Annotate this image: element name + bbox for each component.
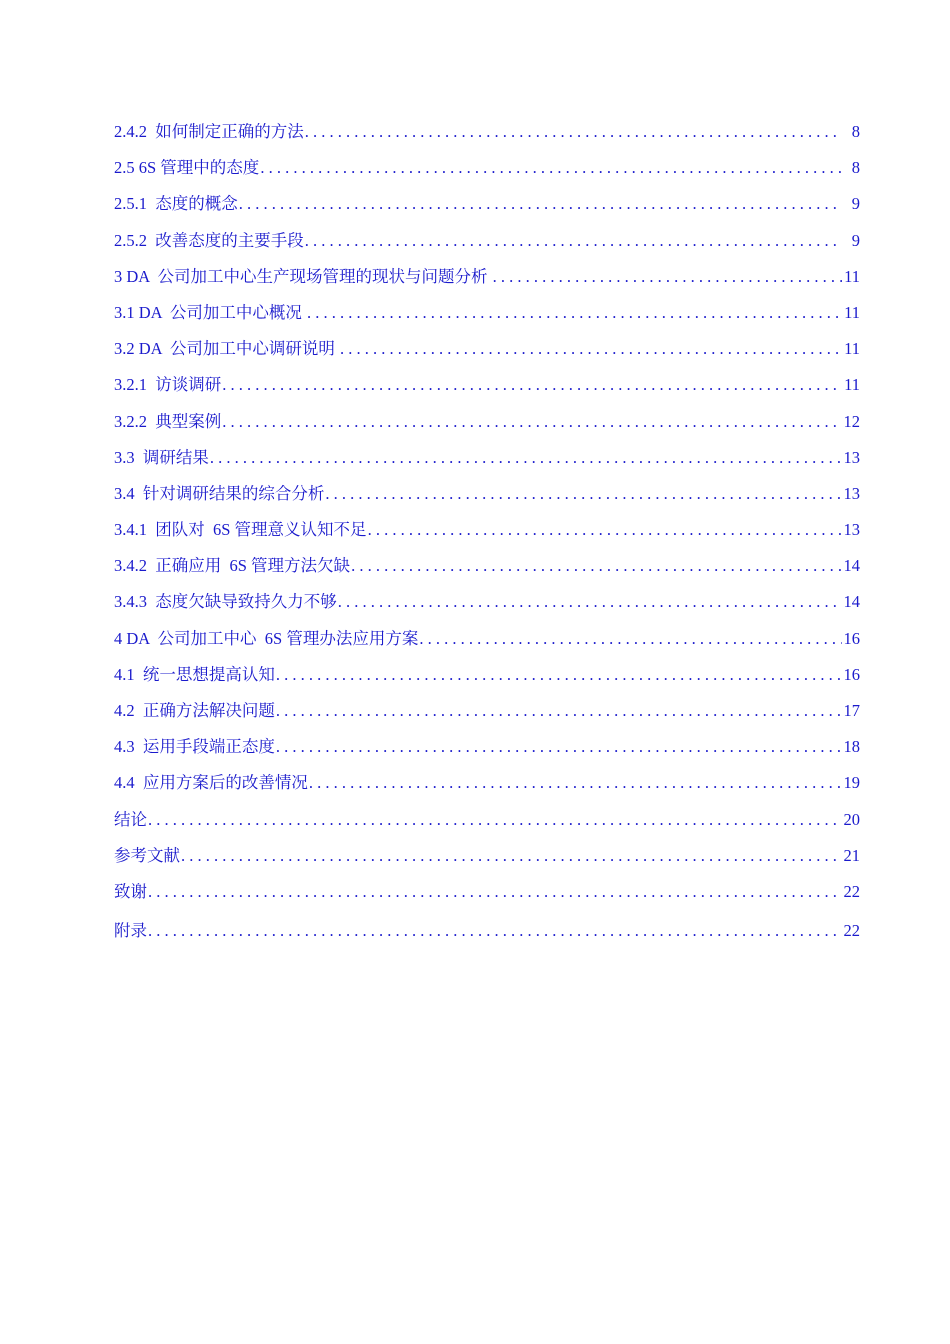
toc-entry-label: 3.2.2 典型案例 [114,411,222,431]
toc-entry-page: 19 [843,773,860,793]
dot-leader [209,444,842,472]
toc-entry-page: 11 [844,266,860,286]
dot-leader [221,408,842,436]
toc-entry-page: 9 [851,194,860,214]
toc-entry-page: 16 [843,628,860,648]
toc-entry-page: 13 [843,447,860,467]
toc-entry-references[interactable] [114,842,860,878]
dot-leader [304,118,842,146]
toc-entry-page: 21 [843,845,860,865]
toc-entry-4[interactable] [114,625,860,661]
toc-entry-page: 11 [844,302,860,322]
toc-entry-label: 结论 [114,809,147,829]
dot-leader [147,806,842,834]
dot-leader [304,227,842,255]
toc-entry-page: 14 [843,556,860,576]
toc-entry-3-3[interactable] [114,444,860,480]
toc-entry-label: 4.4 应用方案后的改善情况 [114,773,308,793]
toc-entry-page: 22 [843,921,860,941]
table-of-contents [114,118,860,953]
dot-leader [350,552,842,580]
toc-entry-page: 17 [843,701,860,720]
toc-entry-4-4[interactable] [114,769,860,805]
toc-entry-3-4-2[interactable] [114,552,860,588]
toc-entry-page: 13 [843,520,860,540]
toc-entry-2-5-1[interactable] [114,190,860,226]
toc-entry-page: 11 [844,339,860,359]
dot-leader [221,371,842,399]
dot-leader [275,697,842,725]
toc-entry-label: 3.4 针对调研结果的综合分析 [114,483,325,503]
dot-leader [367,516,842,544]
toc-entry-page: 9 [851,230,860,250]
toc-entry-acknowledgements[interactable] [114,878,860,914]
dot-leader [339,335,842,363]
toc-entry-4-1[interactable] [114,661,860,697]
toc-entry-2-4-2[interactable] [114,118,860,154]
toc-entry-label: 3.4.3 态度欠缺导致持久力不够 [114,592,337,612]
dot-leader [147,878,842,906]
toc-entry-label: 3.2 DA 公司加工中心调研说明 [114,339,340,359]
toc-entry-label: 附录 [114,921,147,941]
toc-entry-page: 13 [843,483,860,503]
toc-entry-3-4-1[interactable] [114,516,860,552]
toc-entry-label: 2.4.2 如何制定正确的方法 [114,122,304,141]
dot-leader [337,588,842,616]
toc-entry-appendix[interactable] [114,917,860,953]
toc-entry-page: 8 [851,158,860,178]
toc-entry-page: 8 [851,122,860,141]
toc-entry-label: 2.5.1 态度的概念 [114,194,238,214]
dot-leader [259,154,842,182]
dot-leader [275,661,842,689]
toc-entry-page: 22 [843,881,860,901]
toc-entry-3-1[interactable] [114,299,860,335]
toc-entry-label: 4.3 运用手段端正态度 [114,737,275,757]
toc-entry-page: 16 [843,664,860,684]
toc-entry-2-5-2[interactable] [114,227,860,263]
toc-entry-3-4[interactable] [114,480,860,516]
dot-leader [238,190,842,218]
toc-entry-3-2[interactable] [114,335,860,371]
dot-leader [180,842,842,870]
toc-entry-page: 20 [843,809,860,829]
toc-entry-label: 3.4.2 正确应用 6S 管理方法欠缺 [114,556,351,576]
dot-leader [492,263,842,291]
toc-entry-label: 2.5.2 改善态度的主要手段 [114,230,304,250]
toc-entry-3-2-2[interactable] [114,408,860,444]
toc-entry-label: 3.4.1 团队对 6S 管理意义认知不足 [114,520,367,540]
toc-entry-4-3[interactable] [114,733,860,769]
toc-entry-4-2[interactable] [114,697,860,733]
toc-entry-2-5[interactable] [114,154,860,190]
dot-leader [306,299,842,327]
toc-entry-label: 4.2 正确方法解决问题 [114,701,275,720]
toc-entry-page: 11 [844,375,860,395]
toc-entry-label: 3 DA 公司加工中心生产现场管理的现状与问题分析 [114,266,492,286]
dot-leader [308,769,842,797]
toc-entry-page: 18 [843,737,860,757]
toc-entry-3-2-1[interactable] [114,371,860,407]
dot-leader [275,733,842,761]
toc-entry-label: 4.1 统一思想提高认知 [114,664,275,684]
toc-entry-label: 3.3 调研结果 [114,447,209,467]
toc-entry-3[interactable] [114,263,860,299]
toc-entry-label: 2.5 6S 管理中的态度 [114,158,260,178]
toc-entry-label: 3.1 DA 公司加工中心概况 [114,302,307,322]
toc-entry-page: 14 [843,592,860,612]
toc-entry-label: 致谢 [114,881,147,901]
toc-entry-label: 4 DA 公司加工中心 6S 管理办法应用方案 [114,628,419,648]
toc-entry-page: 12 [843,411,860,431]
toc-entry-conclusion[interactable] [114,806,860,842]
dot-leader [418,625,842,653]
toc-entry-label: 参考文献 [114,845,180,865]
dot-leader [324,480,842,508]
toc-entry-label: 3.2.1 访谈调研 [114,375,222,395]
dot-leader [147,917,842,945]
toc-entry-3-4-3[interactable] [114,588,860,624]
